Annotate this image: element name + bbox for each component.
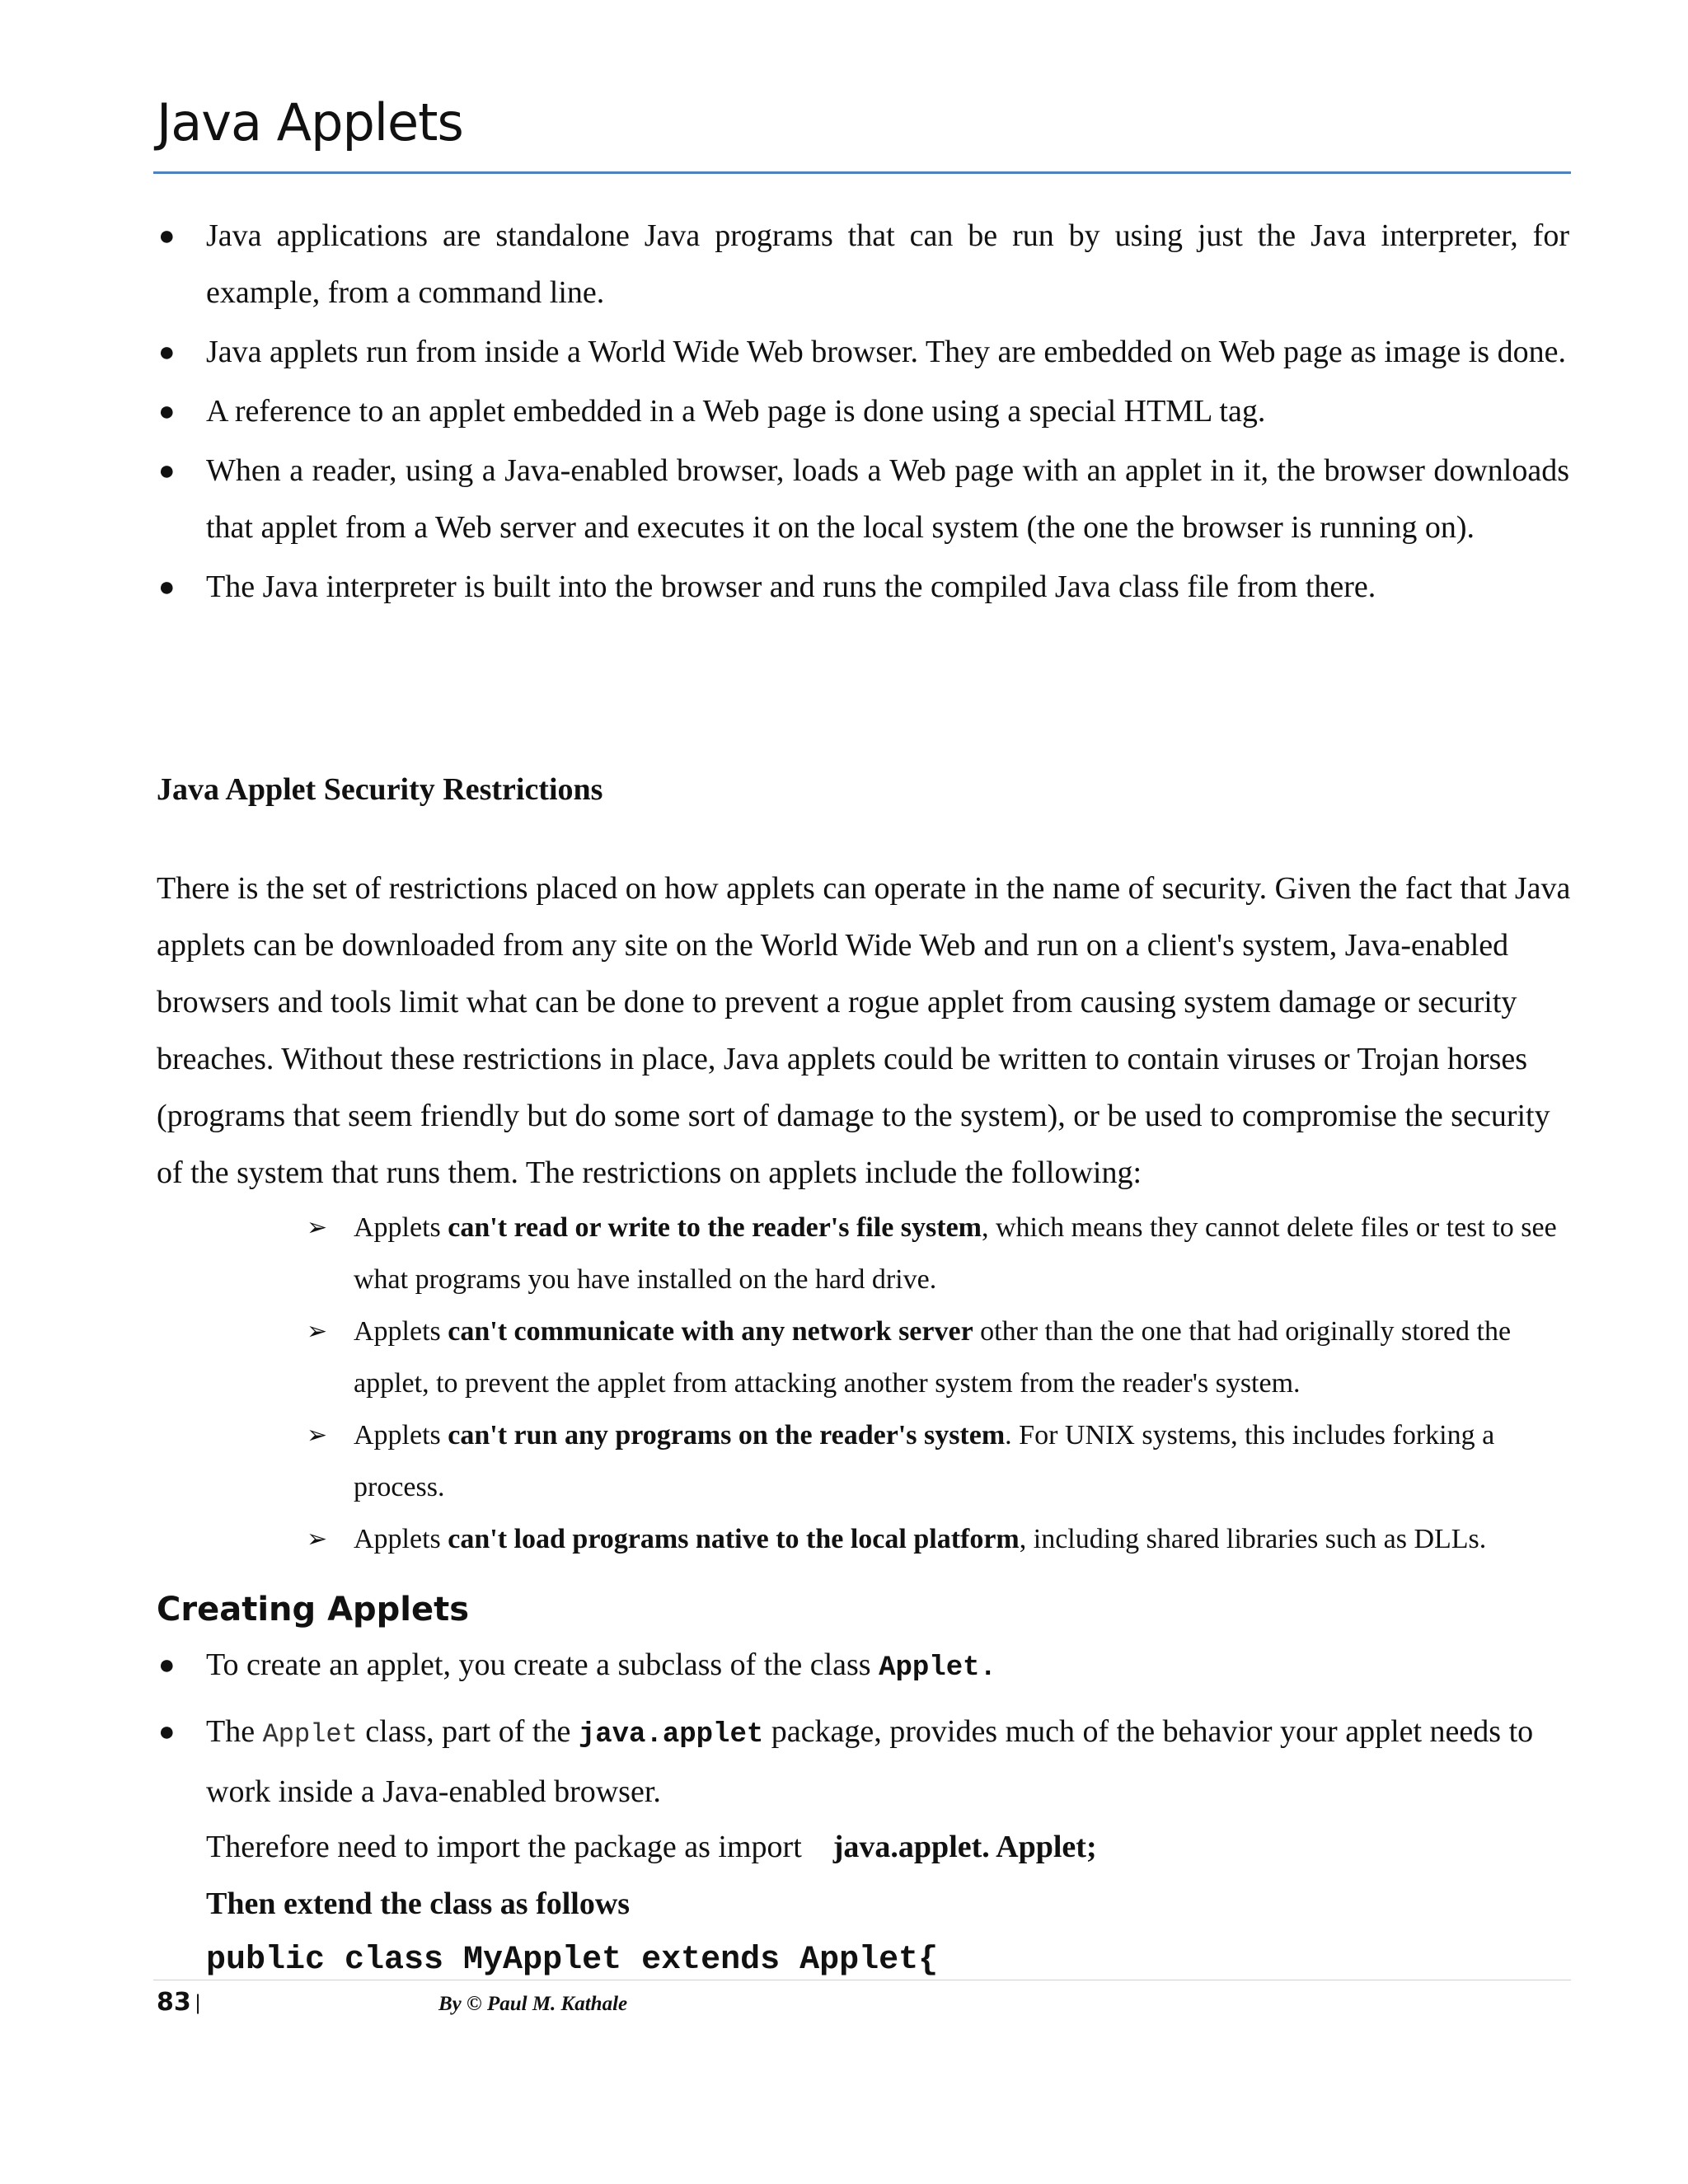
security-paragraph: There is the set of restrictions placed on how applets can operate in the name of security. Given the fact that Java applets can be downloaded from any site on the World Wide Web and run on a client's system, Java-enabled browsers and tools limit what can be done to prevent a rogue applet from causing system damage or security breaches. Without these restrictions in place, Java applets could be written to contain viruses or Trojan horses (programs that seem friendly but do some sort of damage to the system), or be used to compromise the security of the system that runs them. The restrictions on applets include the following: bbox=[157, 871, 1571, 1190]
title-underline bbox=[153, 171, 1571, 174]
restriction-item: ➢ Applets can't read or write to the reader's file system, which means they cannot delete files or test to see what programs you have installed on the hard drive. bbox=[305, 1202, 1571, 1305]
bullet-icon: ● bbox=[158, 221, 176, 251]
arrow-bullet-icon: ➢ bbox=[307, 1526, 328, 1553]
bullet-icon: ● bbox=[158, 456, 176, 486]
import-line: Therefore need to import the package as import java.applet. Applet; bbox=[206, 1830, 1097, 1864]
list-item: ● To create an applet, you create a subclass of the class Applet. bbox=[157, 1637, 1569, 1697]
list-item: ● When a reader, using a Java-enabled browser, loads a Web page with an applet in it, the browser downloads that applet from a Web server and executes it on the local system (the one the browser is running on). bbox=[157, 443, 1569, 556]
bullet-icon: ● bbox=[158, 396, 176, 427]
list-item: ● The Applet class, part of the java.applet package, provides much of the behavior your applet needs to work inside a Java-enabled browser. bbox=[157, 1704, 1569, 1821]
bullet-icon: ● bbox=[158, 1717, 176, 1747]
bullet-icon: ● bbox=[158, 337, 176, 368]
list-item: ● A reference to an applet embedded in a Web page is done using a special HTML tag. bbox=[157, 383, 1569, 440]
creating-applets-heading: Creating Applets bbox=[157, 1591, 470, 1629]
list-item: ● Java applications are standalone Java programs that can be run by using just the Java interpreter, for example, from a command line. bbox=[157, 208, 1569, 321]
page-number: 83 bbox=[157, 1988, 191, 2017]
code-snippet: public class MyApplet extends Applet{ bbox=[206, 1942, 939, 1979]
restriction-item: ➢ Applets can't communicate with any network server other than the one that had originally stored the applet, to prevent the applet from attacking another system from the reader's system. bbox=[305, 1305, 1571, 1409]
security-heading: Java Applet Security Restrictions bbox=[157, 772, 603, 807]
restriction-list bbox=[305, 1202, 1571, 1565]
list-item: ● Java applets run from inside a World Wide Web browser. They are embedded on Web page as image is done. bbox=[157, 324, 1569, 381]
footer-author: By © Paul M. Kathale bbox=[438, 1993, 628, 2015]
bullet-icon: ● bbox=[158, 572, 176, 602]
arrow-bullet-icon: ➢ bbox=[307, 1214, 328, 1241]
arrow-bullet-icon: ➢ bbox=[307, 1422, 328, 1449]
creating-bullet-list bbox=[157, 1637, 1569, 1821]
bullet-icon: ● bbox=[158, 1650, 176, 1680]
intro-bullet-list bbox=[157, 208, 1569, 618]
restriction-item: ➢ Applets can't run any programs on the reader's system. For UNIX systems, this includes forking a process. bbox=[305, 1409, 1571, 1513]
extend-line: Then extend the class as follows bbox=[206, 1886, 631, 1921]
footer-separator: | bbox=[195, 1991, 202, 2014]
page-title: Java Applets bbox=[157, 92, 463, 152]
restriction-item: ➢ Applets can't load programs native to the local platform, including shared libraries such as DLLs. bbox=[305, 1513, 1571, 1565]
arrow-bullet-icon: ➢ bbox=[307, 1318, 328, 1345]
list-item: ● The Java interpreter is built into the browser and runs the compiled Java class file from there. bbox=[157, 559, 1569, 616]
